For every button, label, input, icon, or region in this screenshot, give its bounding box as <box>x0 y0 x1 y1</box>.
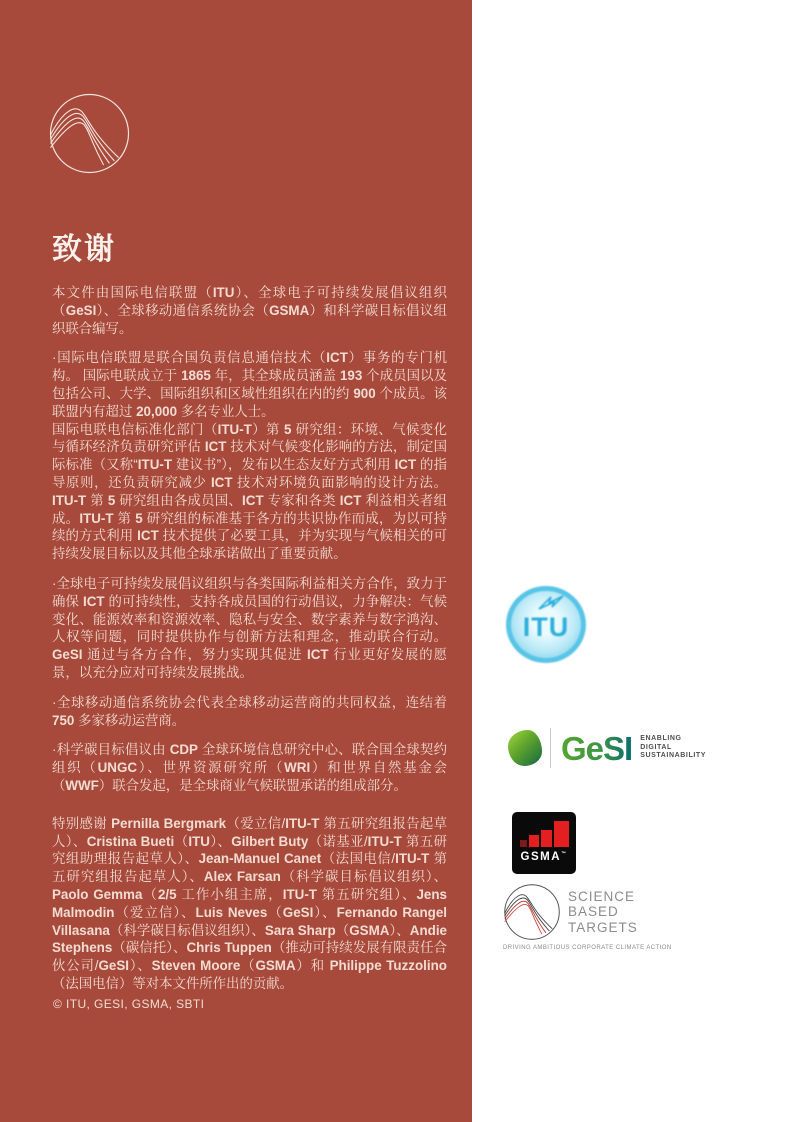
copyright-line: © ITU, GESI, GSMA, SBTI <box>53 997 205 1011</box>
sbt-word-line: TARGETS <box>568 919 638 935</box>
gsma-bar <box>529 835 539 847</box>
paragraph: ·全球移动通信系统协会代表全球移动运营商的共同权益，连结着 750 多家移动运营商。 <box>52 694 447 728</box>
page-title: 致谢 <box>52 233 116 267</box>
sbt-word-line: SCIENCE <box>568 888 636 904</box>
itu-logo <box>506 586 586 663</box>
sbt-wordmark <box>568 889 638 936</box>
itu-wordmark: ITU <box>522 612 570 642</box>
gesi-leaf-icon <box>508 730 542 766</box>
gsma-wordmark: GSMA™ <box>520 851 568 863</box>
paragraph: ·科学碳目标倡议由 CDP 全球环境信息研究中心、联合国全球契约组织（UNGC）、世界资源研究所（WRI）和世界自然基金会（WWF）联合发起，是全球商业气候联盟承诺的组成部分。 <box>52 742 448 793</box>
gesi-logo <box>508 722 706 774</box>
acknowledgements-text <box>52 284 447 1005</box>
gesi-divider <box>550 728 551 768</box>
sbt-wave-circle-icon <box>503 883 561 941</box>
gsma-bar <box>520 840 527 847</box>
gsma-bar <box>554 821 569 847</box>
gesi-tagline-line: ENABLING <box>640 735 682 743</box>
gesi-tagline-line: DIGITAL <box>640 743 672 751</box>
gesi-tagline-line: SUSTAINABILITY <box>640 752 707 760</box>
wave-circle-logo-icon <box>48 92 131 175</box>
paragraph: 国际电联电信标准化部门（ITU-T）第 5 研究组：环境、气候变化与循环经济负责研究评估 ICT 技术对气候变化影响的方法，制定国际标准（又称“ITU-T 建议书”），发布以生态友好方式利用 ICT 的指导原则，还负责研究减少 ICT 技术对环境负面影响的设计方法。ITU-T 第 5 研究组由各成员国、ICT 专家和各类 ICT 利益相关者组成。ITU-T 第 5 研究组的标准基于各方的共识协作而成，为以可持续的方式利用 ICT 技术提供了必要工具，并为实现与气候相关的可持续发展目标以及其他全球承诺做出了重要贡献。 <box>52 421 448 562</box>
gesi-tagline <box>640 735 706 761</box>
gesi-wordmark: GeSI <box>561 729 633 767</box>
itu-lightning-icon <box>537 595 565 611</box>
gsma-signal-bars-icon <box>520 821 569 847</box>
paragraph: 本文件由国际电信联盟（ITU）、全球电子可持续发展倡议组织（GeSI）、全球移动通信系统协会（GSMA）和科学碳目标倡议组织联合编写。 <box>52 285 447 336</box>
sbt-word-line: BASED <box>568 904 619 920</box>
paragraph: ·全球电子可持续发展倡议组织与各类国际利益相关方合作，致力于确保 ICT 的可持续性，支持各成员国的行动倡议，力争解决：气候变化、能源效率和资源效率、隐私与安全、数字素养与数字鸿沟、人权等问题，同时提供协作与创新方法和理念，推动联合行动。GeSI 通过与各方合作，努力实现其促进 ICT 行业更好发展的愿景，以充分应对可持续发展挑战。 <box>52 575 447 680</box>
gsma-logo <box>512 812 576 874</box>
paragraph: 特别感谢 Pernilla Bergmark（爱立信/ITU-T 第五研究组报告起草人）、Cristina Bueti（ITU）、Gilbert Buty（诺基亚/ITU-T 第五研究组助理报告起草人）、Jean-Manuel Canet（法国电信/ITU-T 第五研究组报告起草人）、Alex Farsan（科学碳目标倡议组织）、Paolo Gemma（2/5 工作小组主席，ITU-T 第五研究组）、Jens Malmodin（爱立信）、Luis Neves（GeSI）、Fernando Rangel Villasana（科学碳目标倡议组织）、Sara Sharp（GSMA）、Andie Stephens（碳信托）、Chris Tuppen（推动可持续发展有限责任合伙公司/GeSI）、Steven Moore（GSMA）和 Philippe Tuzzolino（法国电信）等对本文件所作出的贡献。 <box>52 815 447 991</box>
science-based-targets-logo <box>503 883 672 951</box>
gsma-bar <box>541 830 552 847</box>
gsma-trademark: ™ <box>561 851 568 857</box>
sbt-tagline: DRIVING AMBITIOUS CORPORATE CLIMATE ACTION <box>503 945 672 951</box>
paragraph: ·国际电信联盟是联合国负责信息通信技术（ICT）事务的专门机构。 国际电联成立于 1865 年，其全球成员涵盖 193 个成员国以及包括公司、大学、国际组织和区域性组织在内的约 900 个成员。该联盟内有超过 20,000 多名专业人士。 <box>52 350 448 419</box>
